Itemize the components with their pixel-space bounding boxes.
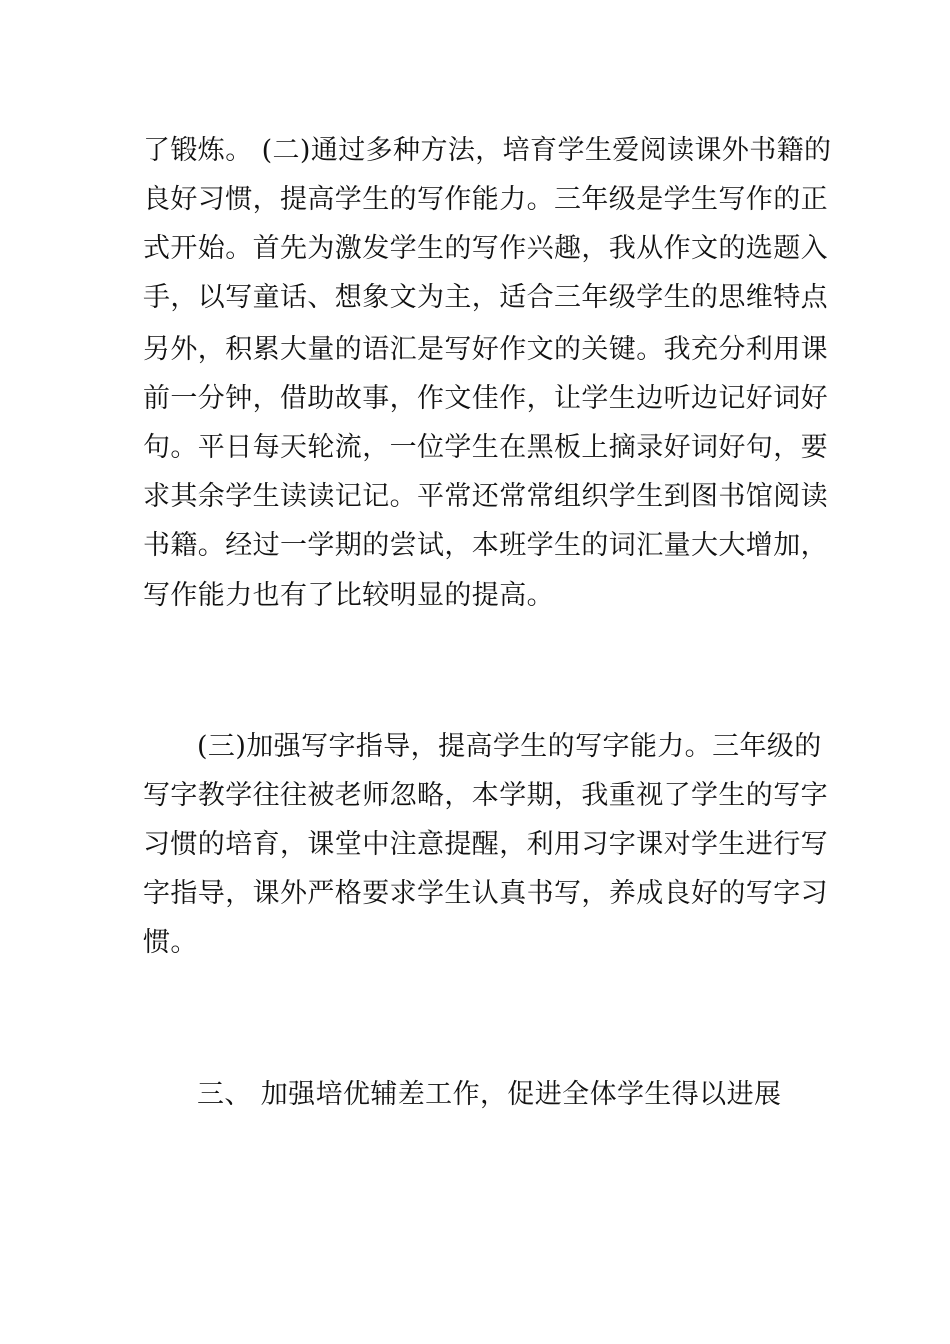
text-line: 书籍。经过一学期的尝试，本班学生的词汇量大大增加， xyxy=(143,530,828,561)
text-line: 了锻炼。 (二)通过多种方法，培育学生爱阅读课外书籍的 xyxy=(143,135,832,166)
text-line: 求其余学生读读记记。平常还常常组织学生到图书馆阅读 xyxy=(143,481,828,512)
section-heading: 三、 加强培优辅差工作，促进全体学生得以进展 xyxy=(197,1079,782,1110)
text-line: 式开始。首先为激发学生的写作兴趣，我从作文的选题入 xyxy=(143,233,828,264)
text-line: (三)加强写字指导，提高学生的写字能力。三年级的 xyxy=(197,731,822,762)
text-line: 良好习惯，提高学生的写作能力。三年级是学生写作的正 xyxy=(143,184,828,215)
text-line: 句。平日每天轮流，一位学生在黑板上摘录好词好句，要 xyxy=(143,432,828,463)
text-line: 手，以写童话、想象文为主，适合三年级学生的思维特点 xyxy=(143,282,828,313)
text-line: 写作能力也有了比较明显的提高。 xyxy=(143,580,554,611)
text-line: 字指导，课外严格要求学生认真书写，养成良好的写字习 xyxy=(143,878,828,909)
text-line: 写字教学往往被老师忽略，本学期，我重视了学生的写字 xyxy=(143,780,828,811)
text-line: 前一分钟，借助故事，作文佳作，让学生边听边记好词好 xyxy=(143,383,828,414)
text-line: 习惯的培育，课堂中注意提醒，利用习字课对学生进行写 xyxy=(143,829,828,860)
text-line: 另外，积累大量的语汇是写好作文的关键。我充分利用课 xyxy=(143,334,828,365)
text-line: 惯。 xyxy=(143,927,198,958)
